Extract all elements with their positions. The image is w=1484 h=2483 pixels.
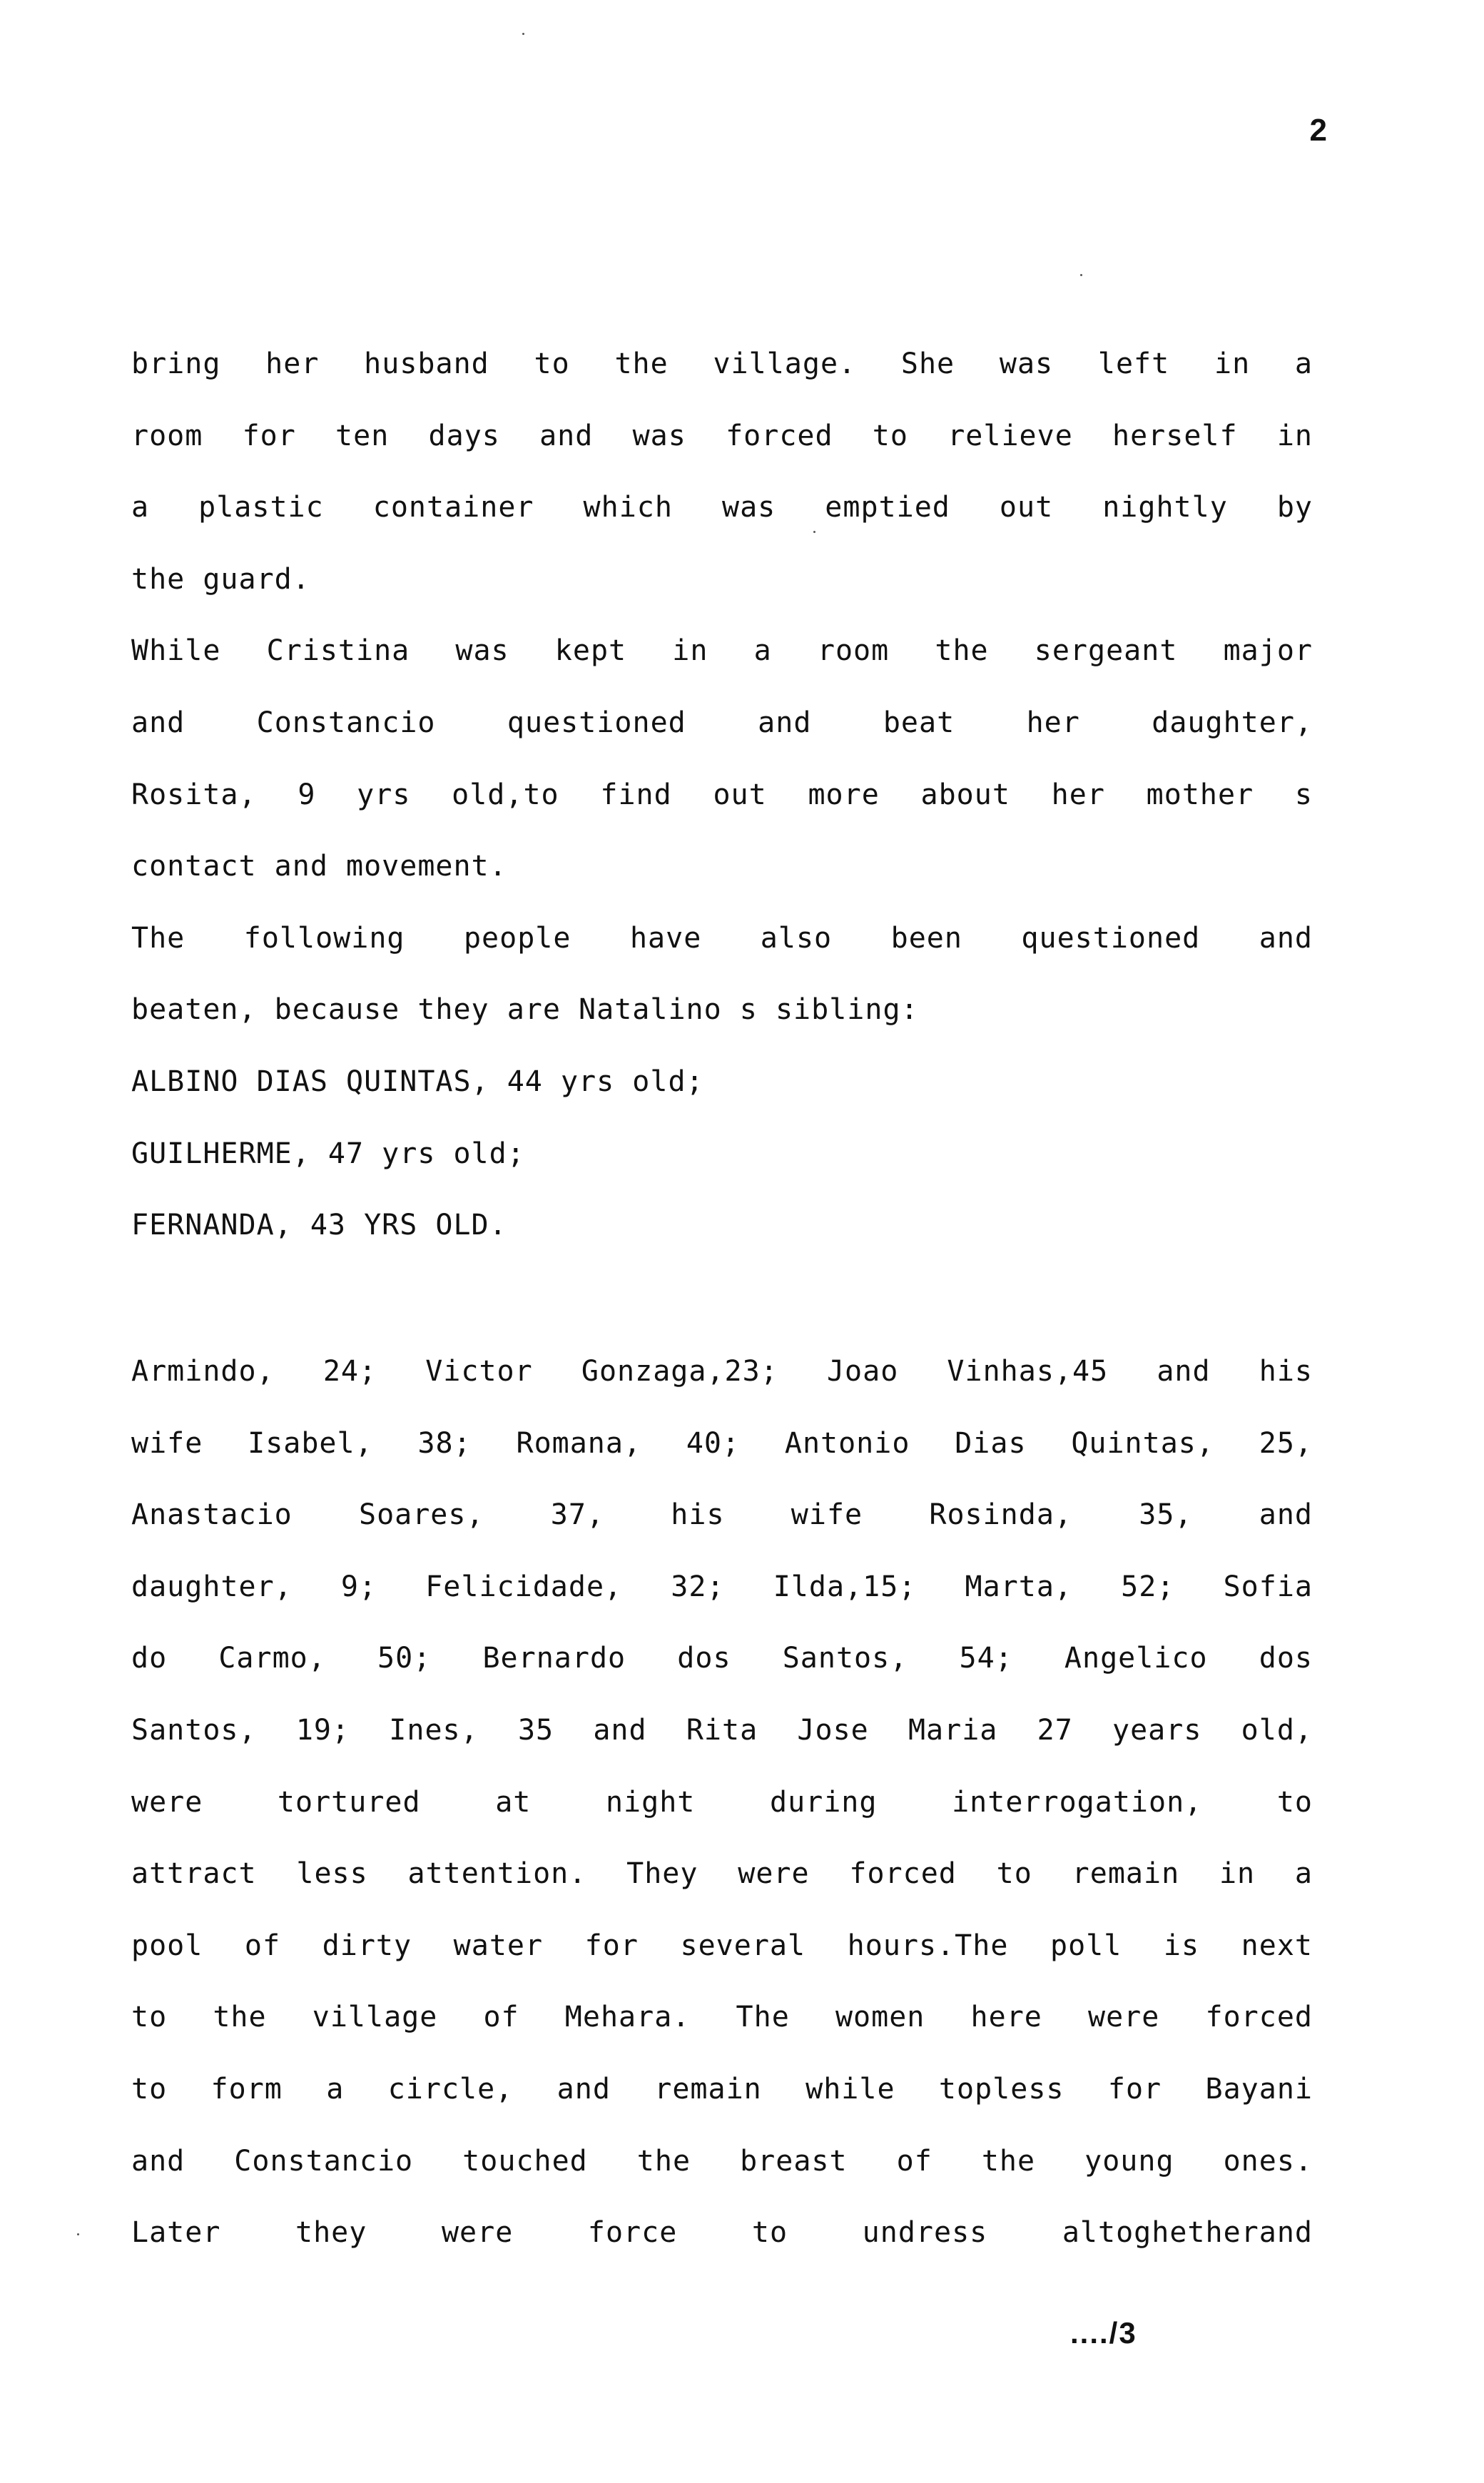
continuation-marker: ..../3	[1070, 2316, 1137, 2350]
scan-speck	[77, 2233, 79, 2235]
text-line: bring her husband to the village. She was left in a	[131, 347, 1313, 380]
text-line: The following people have also been questioned and	[131, 921, 1313, 955]
text-line: beaten, because they are Natalino s sibling:	[131, 993, 919, 1027]
scan-speck	[813, 531, 815, 533]
text-line: contact and movement.	[131, 850, 507, 883]
text-line: and Constancio touched the breast of the young ones.	[131, 2144, 1313, 2178]
paragraph-block-2	[131, 1336, 1313, 2269]
text-line: a plastic container which was emptied out nightly by	[131, 491, 1313, 524]
paragraph-block-1	[131, 328, 1313, 1261]
text-line: pool of dirty water for several hours.The poll is next	[131, 1929, 1313, 1962]
text-line: to the village of Mehara. The women here were forced	[131, 2001, 1313, 2034]
text-line: do Carmo, 50; Bernardo dos Santos, 54; Angelico dos	[131, 1642, 1313, 1675]
text-line: Rosita, 9 yrs old,to find out more about her mother s	[131, 778, 1313, 811]
scan-speck	[1080, 274, 1082, 276]
text-line: to form a circle, and remain while topless for Bayani	[131, 2072, 1313, 2106]
text-line: Later they were force to undress altoghetherand	[131, 2216, 1313, 2250]
text-line: and Constancio questioned and beat her daughter,	[131, 706, 1313, 739]
text-line: ALBINO DIAS QUINTAS, 44 yrs old;	[131, 1065, 704, 1098]
text-line: room for ten days and was forced to relieve herself in	[131, 419, 1313, 452]
text-line: Anastacio Soares, 37, his wife Rosinda, 35, and	[131, 1498, 1313, 1532]
text-line: were tortured at night during interrogation, to	[131, 1785, 1313, 1819]
text-line: GUILHERME, 47 yrs old;	[131, 1137, 525, 1170]
text-line: FERNANDA, 43 YRS OLD.	[131, 1209, 507, 1242]
page-number: 2	[1309, 113, 1327, 148]
text-line: attract less attention. They were forced to remain in a	[131, 1857, 1313, 1891]
scan-speck	[522, 33, 524, 35]
text-line: Santos, 19; Ines, 35 and Rita Jose Maria 27 years old,	[131, 1713, 1313, 1747]
text-line: the guard.	[131, 562, 310, 596]
text-line: wife Isabel, 38; Romana, 40; Antonio Dias Quintas, 25,	[131, 1426, 1313, 1460]
text-line: daughter, 9; Felicidade, 32; Ilda,15; Marta, 52; Sofia	[131, 1570, 1313, 1603]
text-line: While Cristina was kept in a room the sergeant major	[131, 634, 1313, 668]
text-line: Armindo, 24; Victor Gonzaga,23; Joao Vinhas,45 and his	[131, 1355, 1313, 1388]
